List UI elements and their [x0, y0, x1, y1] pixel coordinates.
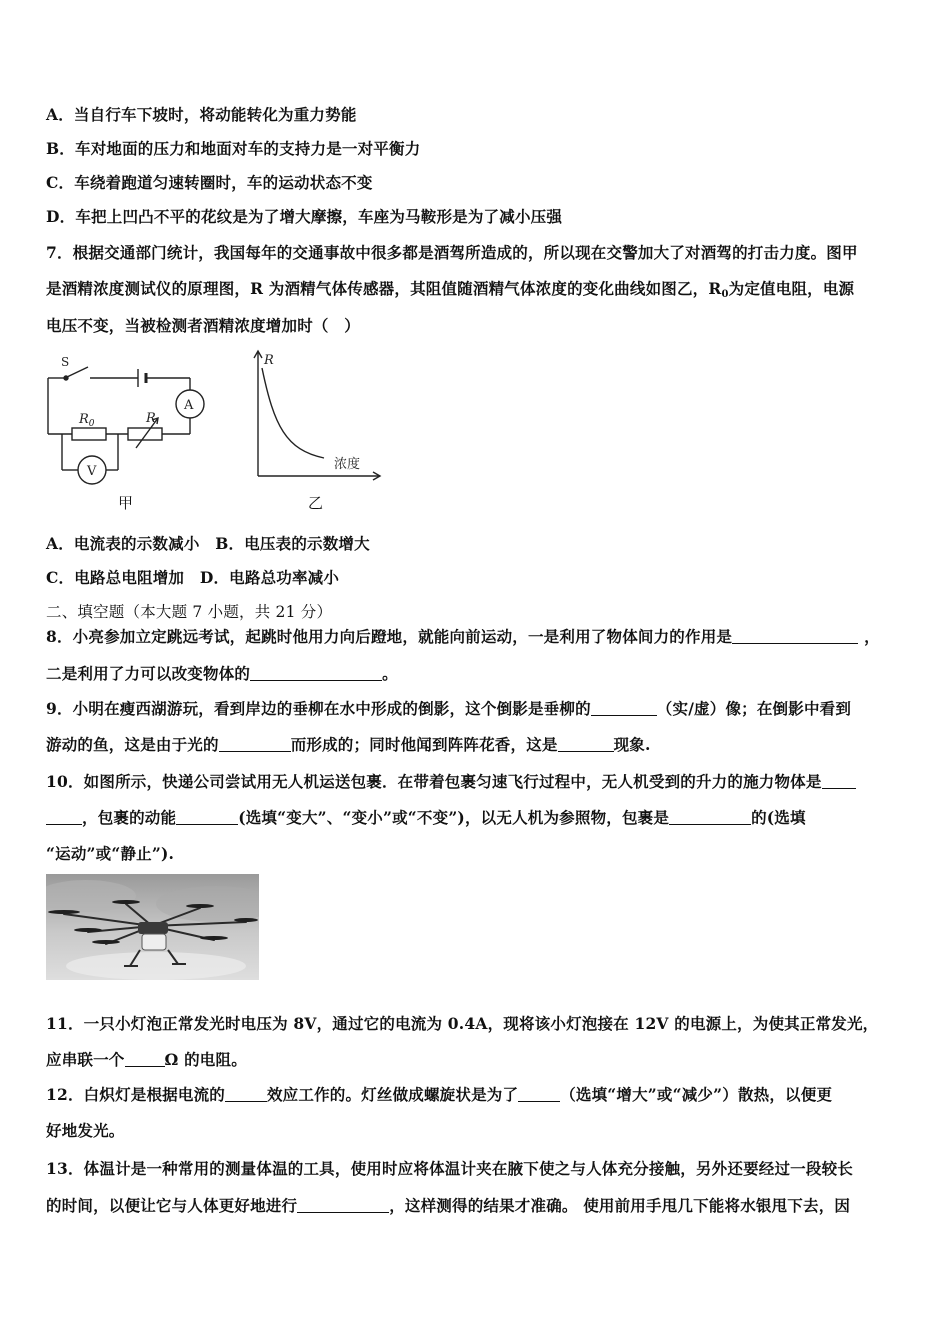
- q8-text-2: 二是利用了力可以改变物体的: [46, 664, 251, 683]
- q12-line-2: 好地发光。: [46, 1121, 125, 1140]
- figure-yi-caption: 乙: [308, 494, 324, 512]
- q11-text: 应串联一个: [46, 1050, 125, 1069]
- q7-stem-line-2: [46, 277, 854, 300]
- q11-blank[interactable]: [125, 1052, 165, 1067]
- q9-line-1: [46, 697, 851, 719]
- q9-text-5: 现象.: [613, 735, 651, 754]
- voltmeter-label: V: [87, 464, 97, 479]
- q11-line-1: 11．一只小灯泡正常发光时电压为 8V，通过它的电流为 0.4A，现将该小灯泡接在 12V 的电源上，为使其正常发光，: [46, 1014, 879, 1033]
- q7-option-c: C．电路总电阻增加: [46, 568, 185, 587]
- graph-svg: [240, 346, 390, 486]
- q12-line-1: [46, 1083, 832, 1105]
- q7-stem-line-1: 7．根据交通部门统计，我国每年的交通事故中很多都是酒驾所造成的，所以现在交警加大了对酒驾的打击力度。图甲: [46, 243, 858, 262]
- q12-blank-2[interactable]: [518, 1087, 560, 1102]
- q6-option-c: C．车绕着跑道匀速转圈时，车的运动状态不变: [46, 173, 373, 192]
- q9-blank-2[interactable]: [219, 737, 291, 752]
- q10-text-4: 的(选填: [751, 808, 806, 827]
- q9-blank-3[interactable]: [558, 737, 614, 752]
- q7-stem-text-cont: 为定值电阻，电源: [728, 279, 855, 298]
- q10-blank-2[interactable]: [176, 810, 238, 825]
- q7-options-cd: [46, 566, 339, 588]
- ammeter-label: A: [184, 398, 194, 413]
- r0-label: $R_0$: [79, 412, 95, 429]
- drone-photo: [46, 874, 259, 980]
- q13-text: 的时间，以便让它与人体更好地进行: [46, 1196, 298, 1215]
- q10-blank-3[interactable]: [669, 810, 751, 825]
- q10-line-3: “运动”或“静止”).: [46, 844, 175, 863]
- q12-text-2: 效应工作的。灯丝做成螺旋状是为了: [266, 1085, 519, 1104]
- q12-text: 12．白炽灯是根据电流的: [46, 1085, 225, 1104]
- switch-label: S: [61, 355, 70, 369]
- graph-y-axis-label: R: [264, 353, 274, 368]
- graph-x-axis-label: 浓度: [334, 457, 361, 472]
- q10-line-1: [46, 770, 856, 792]
- q9-line-2: [46, 733, 651, 755]
- q8-blank-2[interactable]: [250, 666, 382, 681]
- q13-text-2: ，这样测得的结果才准确。 使用前用手甩几下能将水银甩下去，因: [389, 1196, 851, 1215]
- section-heading-fill-in: 二、填空题（本大题 7 小题，共 21 分）: [46, 603, 333, 621]
- q10-text-3: (选填“变大”、“变小”或“不变”)，以无人机为参照物，包裹是: [238, 808, 670, 827]
- q10-text: 10．如图所示，快递公司尝试用无人机运送包裹．在带着包裹匀速飞行过程中，无人机受到的升力的施力物体是: [46, 772, 822, 791]
- resistance-concentration-graph: [240, 346, 390, 486]
- q11-text-2: Ω 的电阻。: [164, 1050, 247, 1069]
- q12-text-3: （选填“增大”或“减少”）散热，以便更: [560, 1085, 833, 1104]
- q10-blank-1a[interactable]: [822, 774, 856, 789]
- q8-line-2: [46, 662, 398, 684]
- q9-text-3: 游动的鱼，这是由于光的: [46, 735, 219, 754]
- q7-options-ab: [46, 532, 370, 554]
- r0-subscript: 0: [721, 289, 729, 300]
- q12-blank-1[interactable]: [225, 1087, 267, 1102]
- q10-text-2: ，包裹的动能: [82, 808, 177, 827]
- q13-line-2: [46, 1194, 850, 1216]
- figure-jia-caption: 甲: [118, 494, 134, 512]
- q8-punct-2: 。: [382, 664, 398, 683]
- q6-option-d: D．车把上凹凸不平的花纹是为了增大摩擦，车座为马鞍形是为了减小压强: [46, 207, 563, 226]
- q6-option-b: B．车对地面的压力和地面对车的支持力是一对平衡力: [46, 139, 421, 158]
- circuit-diagram-figure: [40, 352, 220, 512]
- q8-text: 8．小亮参加立定跳远考试，起跳时他用力向后蹬地，就能向前运动，一是利用了物体间力的作用是: [46, 627, 733, 646]
- circuit-diagram: [40, 352, 220, 512]
- r-sensor-label: R: [146, 411, 156, 426]
- q9-blank-1[interactable]: [591, 701, 657, 716]
- q8-blank-1[interactable]: [732, 629, 858, 644]
- q7-option-d: D．电路总功率减小: [199, 568, 340, 587]
- q13-blank[interactable]: [297, 1198, 389, 1213]
- q7-option-a: A．电流表的示数减小: [46, 534, 200, 553]
- q7-stem-line-3: 电压不变，当被检测者酒精浓度增加时（ ）: [46, 316, 361, 335]
- q6-option-a: A．当自行车下坡时，将动能转化为重力势能: [46, 105, 357, 124]
- q10-blank-1b[interactable]: [46, 810, 82, 825]
- q9-text: 9．小明在瘦西湖游玩，看到岸边的垂柳在水中形成的倒影，这个倒影是垂柳的: [46, 699, 591, 718]
- q7-stem-text: 是酒精浓度测试仪的原理图，R 为酒精气体传感器，其阻值随酒精气体浓度的变化曲线如图乙，R: [46, 279, 722, 298]
- q8-punct: ，: [864, 627, 880, 646]
- q9-text-4: 而形成的；同时他闻到阵阵花香，这是: [290, 735, 558, 754]
- q9-text-2: （实/虚）像；在倒影中看到: [656, 699, 852, 718]
- q13-line-1: 13．体温计是一种常用的测量体温的工具，使用时应将体温计夹在腋下使之与人体充分接触，另外还要经过一段较长: [46, 1159, 853, 1178]
- q10-line-2: [46, 806, 806, 828]
- drone-photo-svg: [46, 874, 259, 980]
- q11-line-2: [46, 1048, 247, 1070]
- q7-option-b: B．电压表的示数增大: [215, 534, 370, 553]
- q8-line-1: [46, 625, 880, 647]
